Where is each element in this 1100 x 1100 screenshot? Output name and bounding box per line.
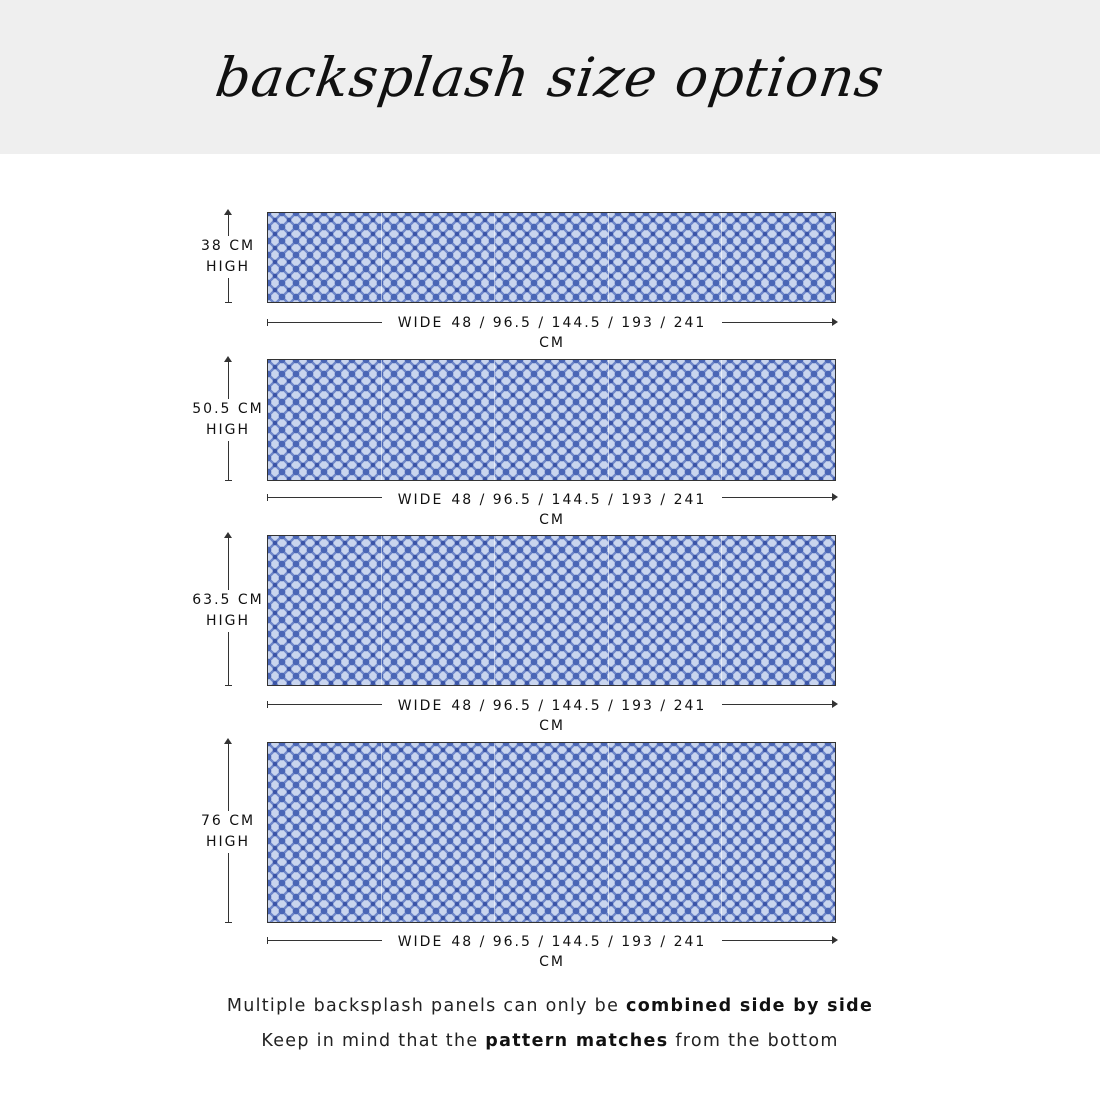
page-title: backsplash size options [211,46,889,109]
arrow-up-icon [224,738,232,744]
arrow-right-icon [832,493,838,501]
width-values: 48 / 96.5 / 144.5 / 193 / 241 CM [451,934,707,970]
footer-note-combine [0,996,1100,1016]
height-label [178,236,278,278]
width-prefix: WIDE [397,492,444,508]
width-label [382,696,722,736]
width-label [382,313,722,353]
footer-text: from the bottom [668,1031,839,1051]
footer-emphasis: combined side by side [626,996,874,1016]
tile-panel-preview [267,359,836,481]
arrow-up-icon [224,356,232,362]
tile-panel-preview [267,212,836,303]
width-values: 48 / 96.5 / 144.5 / 193 / 241 CM [451,492,707,528]
height-label [178,590,278,632]
width-prefix: WIDE [397,315,444,331]
height-value: 38 CM [200,238,256,254]
width-values: 48 / 96.5 / 144.5 / 193 / 241 CM [451,315,707,351]
height-label [178,811,278,853]
height-label [178,399,278,441]
height-word: HIGH [205,422,251,438]
height-word: HIGH [205,259,251,275]
height-word: HIGH [205,834,251,850]
width-prefix: WIDE [397,934,444,950]
footer-text: Keep in mind that the [261,1031,486,1051]
height-value: 50.5 CM [192,401,264,417]
arrow-right-icon [832,936,838,944]
arrow-up-icon [224,209,232,215]
height-word: HIGH [205,613,251,629]
footer-emphasis: pattern matches [485,1031,669,1051]
width-prefix: WIDE [397,698,444,714]
height-value: 76 CM [200,813,256,829]
footer-note-pattern [0,1031,1100,1051]
height-value: 63.5 CM [192,592,264,608]
tile-panel-preview [267,742,836,923]
footer-text: Multiple backsplash panels can only be [226,996,627,1016]
arrow-up-icon [224,532,232,538]
arrow-right-icon [832,318,838,326]
header-banner [0,0,1100,154]
arrow-right-icon [832,700,838,708]
width-label [382,932,722,972]
width-label [382,490,722,530]
width-values: 48 / 96.5 / 144.5 / 193 / 241 CM [451,698,707,734]
tile-panel-preview [267,535,836,686]
